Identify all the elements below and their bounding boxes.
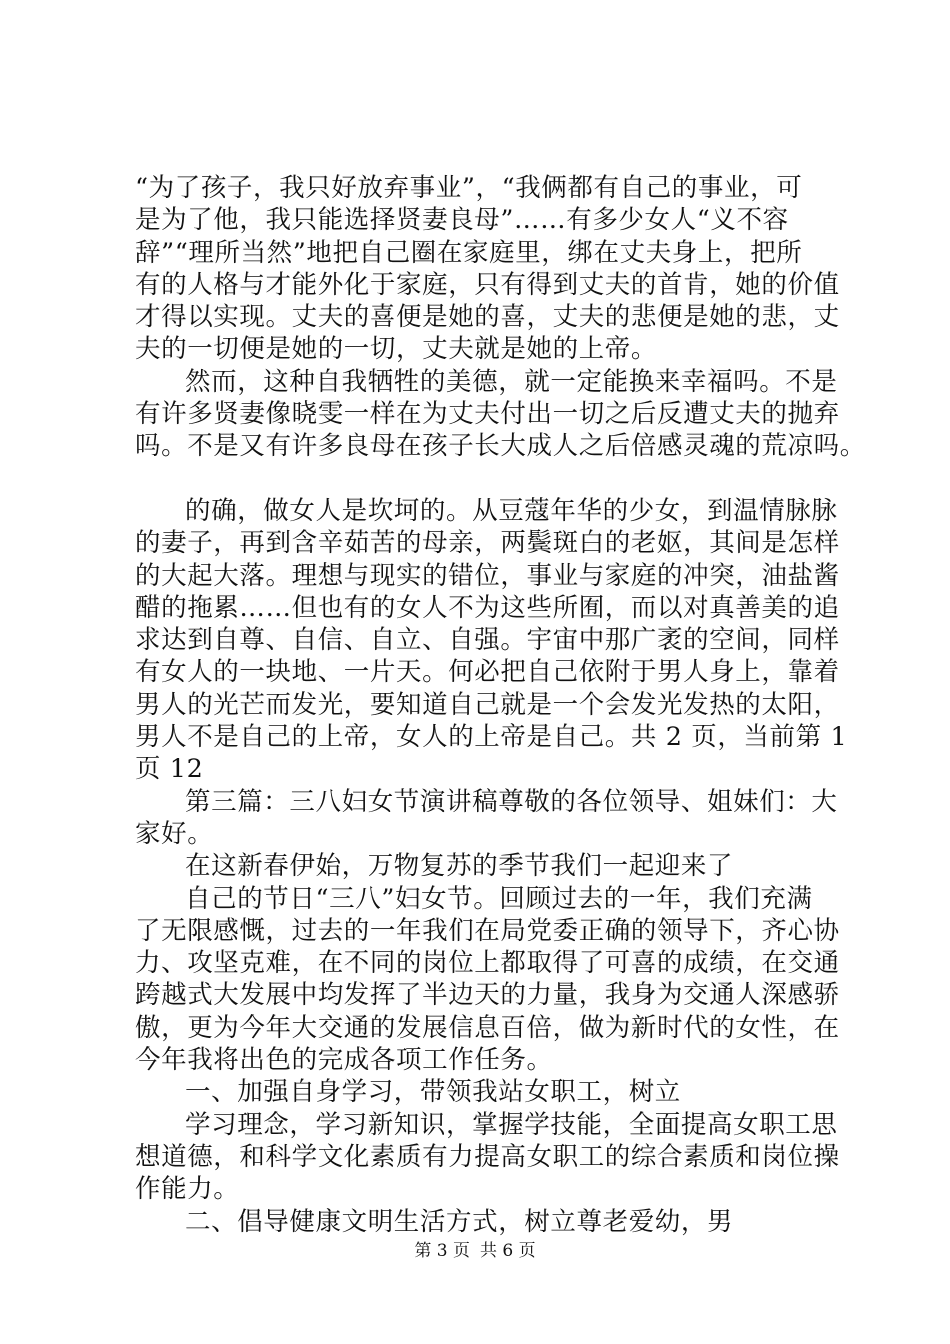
text-line: 醋的拖累……但也有的女人不为这些所囿，而以对真善美的追 <box>135 592 840 623</box>
page-total: 共 6 页 <box>480 1241 536 1261</box>
text-line: “为了孩子，我只好放弃事业”，“我俩都有自己的事业，可 <box>135 173 803 203</box>
text-line: 吗。不是又有许多良母在孩子长大成人之后倍感灵魂的荒凉吗。 <box>135 431 866 462</box>
text-line: 有的人格与才能外化于家庭，只有得到丈夫的首肯，她的价值 <box>135 269 840 300</box>
text-line: 作能力。 <box>135 1174 240 1205</box>
text-line: 是为了他，我只能选择贤妻良母”……有多少女人“义不容 <box>135 205 789 236</box>
text-line: 力、攻坚克难，在不同的岗位上都取得了可喜的成绩，在交通 <box>135 948 840 979</box>
text-line: 的大起大落。理想与现实的错位，事业与家庭的冲突，油盐酱 <box>135 560 840 591</box>
text-line: 今年我将出色的完成各项工作任务。 <box>135 1045 553 1076</box>
text-line: 有许多贤妻像晓雯一样在为丈夫付出一切之后反遭丈夫的抛弃 <box>135 399 840 430</box>
text-line: 页 12 <box>135 754 204 785</box>
text-line: 一、加强自身学习，带领我站女职工，树立 <box>185 1077 681 1108</box>
text-line: 有女人的一块地、一片天。何必把自己依附于男人身上，靠着 <box>135 657 840 688</box>
text-line: 学习理念，学习新知识，掌握学技能，全面提高女职工思 <box>185 1109 838 1140</box>
text-line: 辞”“理所当然”地把自己圈在家庭里，绑在丈夫身上，把所 <box>135 237 803 268</box>
text-line: 想道德，和科学文化素质有力提高女职工的综合素质和岗位操 <box>135 1141 840 1172</box>
text-line: 了无限感慨，过去的一年我们在局党委正确的领导下，齐心协 <box>135 915 840 946</box>
text-line: 第三篇：三八妇女节演讲稿尊敬的各位领导、姐妹们：大 <box>185 786 838 817</box>
page-number: 第 3 页 <box>414 1241 470 1261</box>
text-line: 男人不是自己的上帝，女人的上帝是自己。共 2 页，当前第 1 <box>135 722 848 753</box>
text-line: 二、倡导健康文明生活方式，树立尊老爱幼，男 <box>185 1206 734 1237</box>
text-line: 傲，更为今年大交通的发展信息百倍，做为新时代的女性，在 <box>135 1012 840 1043</box>
document-body <box>135 172 866 1238</box>
text-line: 跨越式大发展中均发挥了半边天的力量，我身为交通人深感骄 <box>135 980 840 1011</box>
page-footer <box>0 1240 950 1262</box>
text-line: 男人的光芒而发光，要知道自己就是一个会发光发热的太阳， <box>135 689 840 720</box>
text-line: 夫的一切便是她的一切，丈夫就是她的上帝。 <box>135 334 658 365</box>
text-line: 的确，做女人是坎坷的。从豆蔻年华的少女，到温情脉脉 <box>185 495 838 526</box>
text-line: 在这新春伊始，万物复苏的季节我们一起迎来了 <box>185 851 734 882</box>
text-line: 求达到自尊、自信、自立、自强。宇宙中那广袤的空间，同样 <box>135 625 840 656</box>
text-line: 的妻子，再到含辛茹苦的母亲，两鬓斑白的老妪，其间是怎样 <box>135 528 840 559</box>
text-line: 才得以实现。丈夫的喜便是她的喜，丈夫的悲便是她的悲，丈 <box>135 302 840 333</box>
text-line <box>135 463 835 495</box>
text-line: 然而，这种自我牺牲的美德，就一定能换来幸福吗。不是 <box>185 366 838 397</box>
text-line: 家好。 <box>135 818 214 849</box>
text-line: 自己的节日“三八”妇女节。回顾过去的一年，我们充满 <box>185 883 813 914</box>
